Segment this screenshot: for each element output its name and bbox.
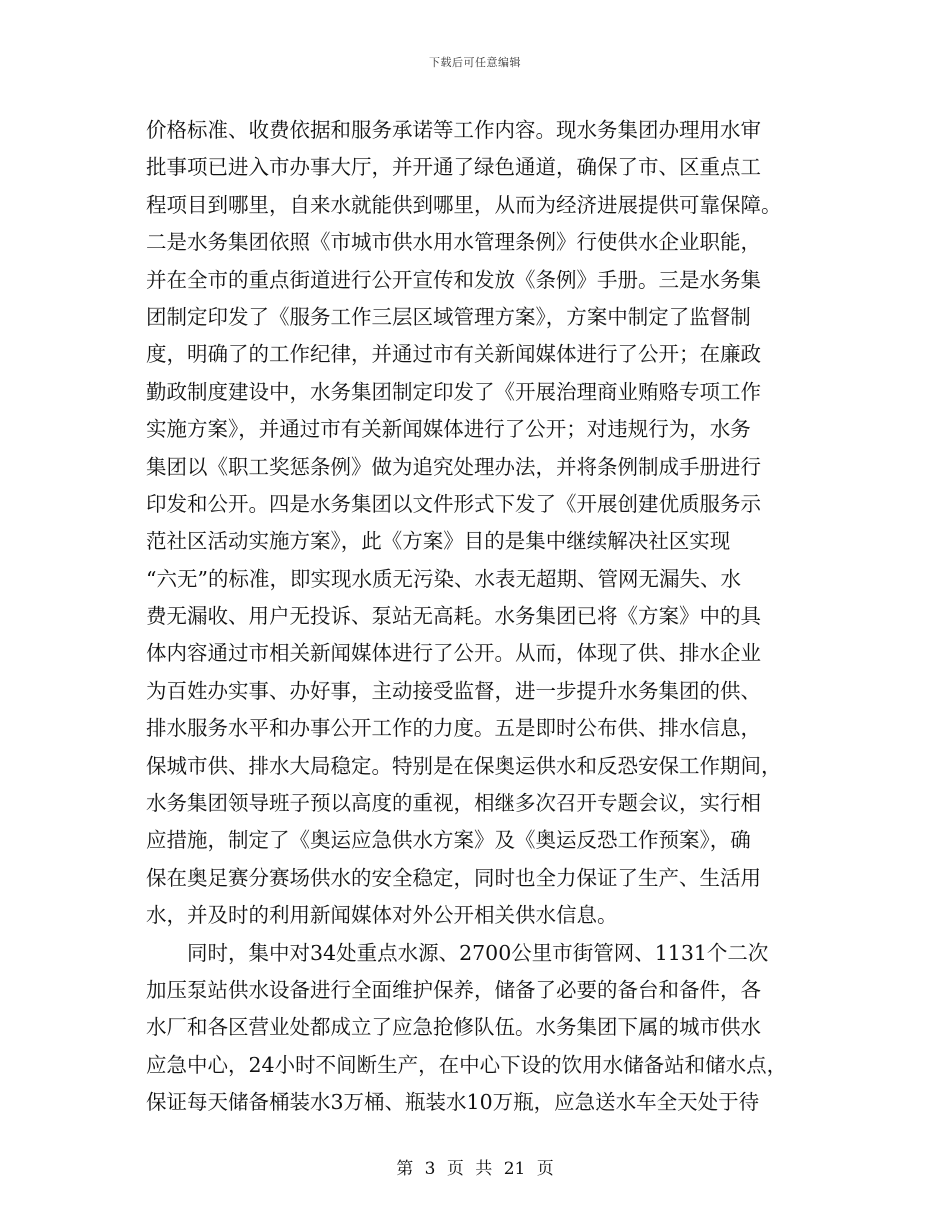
text-line: 范社区活动实施方案》，此《方案》目的是集中继续解决社区实现: [146, 529, 731, 554]
text-line: 实施方案》，并通过市有关新闻媒体进行了公开；对违规行为，水务: [146, 417, 751, 442]
document-body: [146, 112, 806, 1122]
text-line: 勤政制度建设中，水务集团制定印发了《开展治理商业贿赂专项工作: [146, 379, 761, 404]
text-line: 为百姓办实事、办好事，主动接受监督，进一步提升水务集团的供、: [146, 678, 761, 703]
text-line: 水，并及时的利用新闻媒体对外公开相关供水信息。: [146, 903, 618, 928]
text-line: 体内容通过市相关新闻媒体进行了公开。从而，体现了供、排水企业: [146, 641, 761, 666]
text-line: 水厂和各区营业处都成立了应急抢修队伍。水务集团下属的城市供水: [146, 1015, 761, 1040]
page-number: 第 3 页 共 21 页: [396, 1159, 554, 1179]
text-line: 应急中心，24小时不间断生产，在中心下设的饮用水储备站和储水点，: [146, 1052, 788, 1077]
text-line: 加压泵站供水设备进行全面维护保养，储备了必要的备台和备件，各: [146, 977, 761, 1002]
text-line: 印发和公开。四是水务集团以文件形式下发了《开展创建优质服务示: [146, 491, 761, 516]
paragraph-start-line: 同时，集中对34处重点水源、2700公里市街管网、1131个二次: [187, 940, 769, 965]
text-line: 批事项已进入市办事大厅，并开通了绿色通道，确保了市、区重点工: [146, 155, 761, 180]
text-line: 应措施，制定了《奥运应急供水方案》及《奥运反恐工作预案》，确: [146, 828, 751, 853]
text-line: 并在全市的重点街道进行公开宣传和发放《条例》手册。三是水务集: [146, 267, 761, 292]
text-line: 程项目到哪里，自来水就能供到哪里，从而为经济进展提供可靠保障。: [146, 192, 782, 217]
text-line: 水务集团领导班子预以高度的重视，相继多次召开专题会议，实行相: [146, 791, 761, 816]
text-line: 度，明确了的工作纪律，并通过市有关新闻媒体进行了公开；在廉政: [146, 342, 761, 367]
text-line: 保证每天储备桶装水3万桶、瓶装水10万瓶，应急送水车全天处于待: [146, 1090, 760, 1115]
text-line: “六无”的标准，即实现水质无污染、水表无超期、管网无漏失、水: [146, 566, 741, 591]
page-header: 下载后可任意编辑: [429, 56, 521, 69]
text-line: 集团以《职工奖惩条例》做为追究处理办法，并将条例制成手册进行: [146, 454, 761, 479]
text-line: 团制定印发了《服务工作三层区域管理方案》，方案中制定了监督制: [146, 304, 751, 329]
text-line: 二是水务集团依照《市城市供水用水管理条例》行使供水企业职能，: [146, 230, 761, 255]
text-line: 保城市供、排水大局稳定。特别是在保奥运供水和反恐安保工作期间，: [146, 753, 782, 778]
text-line: 价格标准、收费依据和服务承诺等工作内容。现水务集团办理用水审: [146, 118, 761, 142]
text-line: 保在奥足赛分赛场供水的安全稳定，同时也全力保证了生产、生活用: [146, 865, 761, 890]
text-line: 费无漏收、用户无投诉、泵站无高耗。水务集团已将《方案》中的具: [146, 604, 761, 629]
text-line: 排水服务水平和办事公开工作的力度。五是即时公布供、排水信息，: [146, 716, 761, 741]
